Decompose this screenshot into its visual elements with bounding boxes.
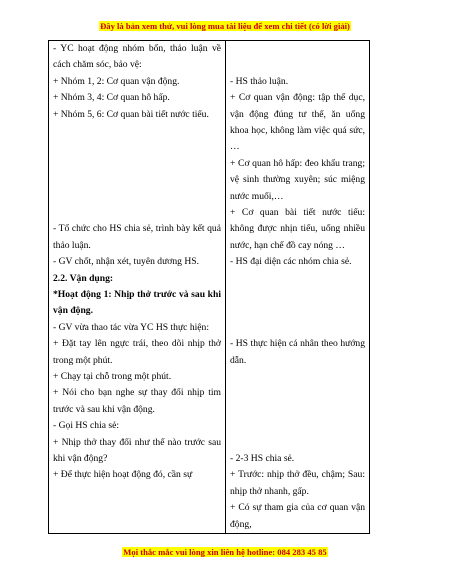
section-heading: 2.2. Vận dụng: xyxy=(53,272,114,284)
student-line: - HS thực hiện cá nhân theo hướng dẫn. xyxy=(230,338,365,366)
teacher-line: - GV chốt, nhận xét, tuyên dương HS. xyxy=(53,256,199,268)
student-line: + Cơ quan hô hấp: đeo khẩu trang; vệ sinh thường xuyên; súc miệng nước muối,… xyxy=(230,157,365,202)
student-line: - HS thảo luận. xyxy=(230,75,289,87)
teacher-line: - Gọi HS chia sẻ: xyxy=(53,420,120,432)
teacher-line: + Nhóm 3, 4: Cơ quan hô hấp. xyxy=(53,92,170,104)
teacher-line: + Chạy tại chỗ trong một phút. xyxy=(53,371,172,383)
teacher-line: - YC hoạt động nhóm bốn, thảo luận về cách chăm sóc, bảo vệ: xyxy=(53,43,221,71)
student-line: + Cơ quan vận động: tập thể dục, vận động đúng tư thế, ăn uống khoa học, không làm việc quá sức, … xyxy=(230,92,365,153)
preview-banner-text: Đây là bản xem thử, vui lòng mua tài liệu để xem chi tiết (có lời giải) xyxy=(100,21,350,31)
teacher-line: + Nhóm 1, 2: Cơ quan vận động. xyxy=(53,75,180,87)
lesson-table xyxy=(48,40,370,534)
teacher-line: - GV vừa thao tác vừa YC HS thực hiện: xyxy=(53,321,210,333)
student-line: - HS đại diện các nhóm chia sẻ. xyxy=(230,256,352,268)
student-line: + Trước: nhịp thở đều, chậm; Sau: nhịp thở nhanh, gấp. xyxy=(230,469,365,497)
teacher-line: - Tổ chức cho HS chia sẻ, trình bày kết quả thảo luận. xyxy=(53,223,221,251)
hotline-footer-text: Mọi thắc mắc vui lòng xin liên hệ hotline: 084 283 45 85 xyxy=(123,547,327,557)
student-line: - 2-3 HS chia sẻ. xyxy=(230,452,295,464)
teacher-line: + Để thực hiện hoạt động đó, cần sự xyxy=(53,469,193,481)
student-line: + Có sự tham gia của cơ quan vận động, xyxy=(230,502,365,530)
teacher-activities-cell xyxy=(49,41,226,534)
teacher-line: + Nhịp thở thay đổi như thế nào trước sau khi vận động? xyxy=(53,436,221,465)
teacher-line: + Nhóm 5, 6: Cơ quan bài tiết nước tiểu. xyxy=(53,108,209,120)
table-row xyxy=(49,41,370,534)
hotline-footer xyxy=(0,547,450,557)
teacher-line: + Đặt tay lên ngực trái, theo dõi nhịp thở trong một phút. xyxy=(53,338,221,366)
activity-heading: *Hoạt động 1: Nhịp thở trước và sau khi vận động. xyxy=(53,289,221,317)
preview-banner xyxy=(0,21,450,31)
teacher-line: + Nói cho bạn nghe sự thay đổi nhịp tim trước và sau khi vận động. xyxy=(53,387,221,415)
student-line: + Cơ quan bài tiết nước tiểu: không được nhịn tiểu, uống nhiều nước, hạn chế đồ cay nóng … xyxy=(230,207,365,251)
student-activities-cell xyxy=(226,41,370,534)
